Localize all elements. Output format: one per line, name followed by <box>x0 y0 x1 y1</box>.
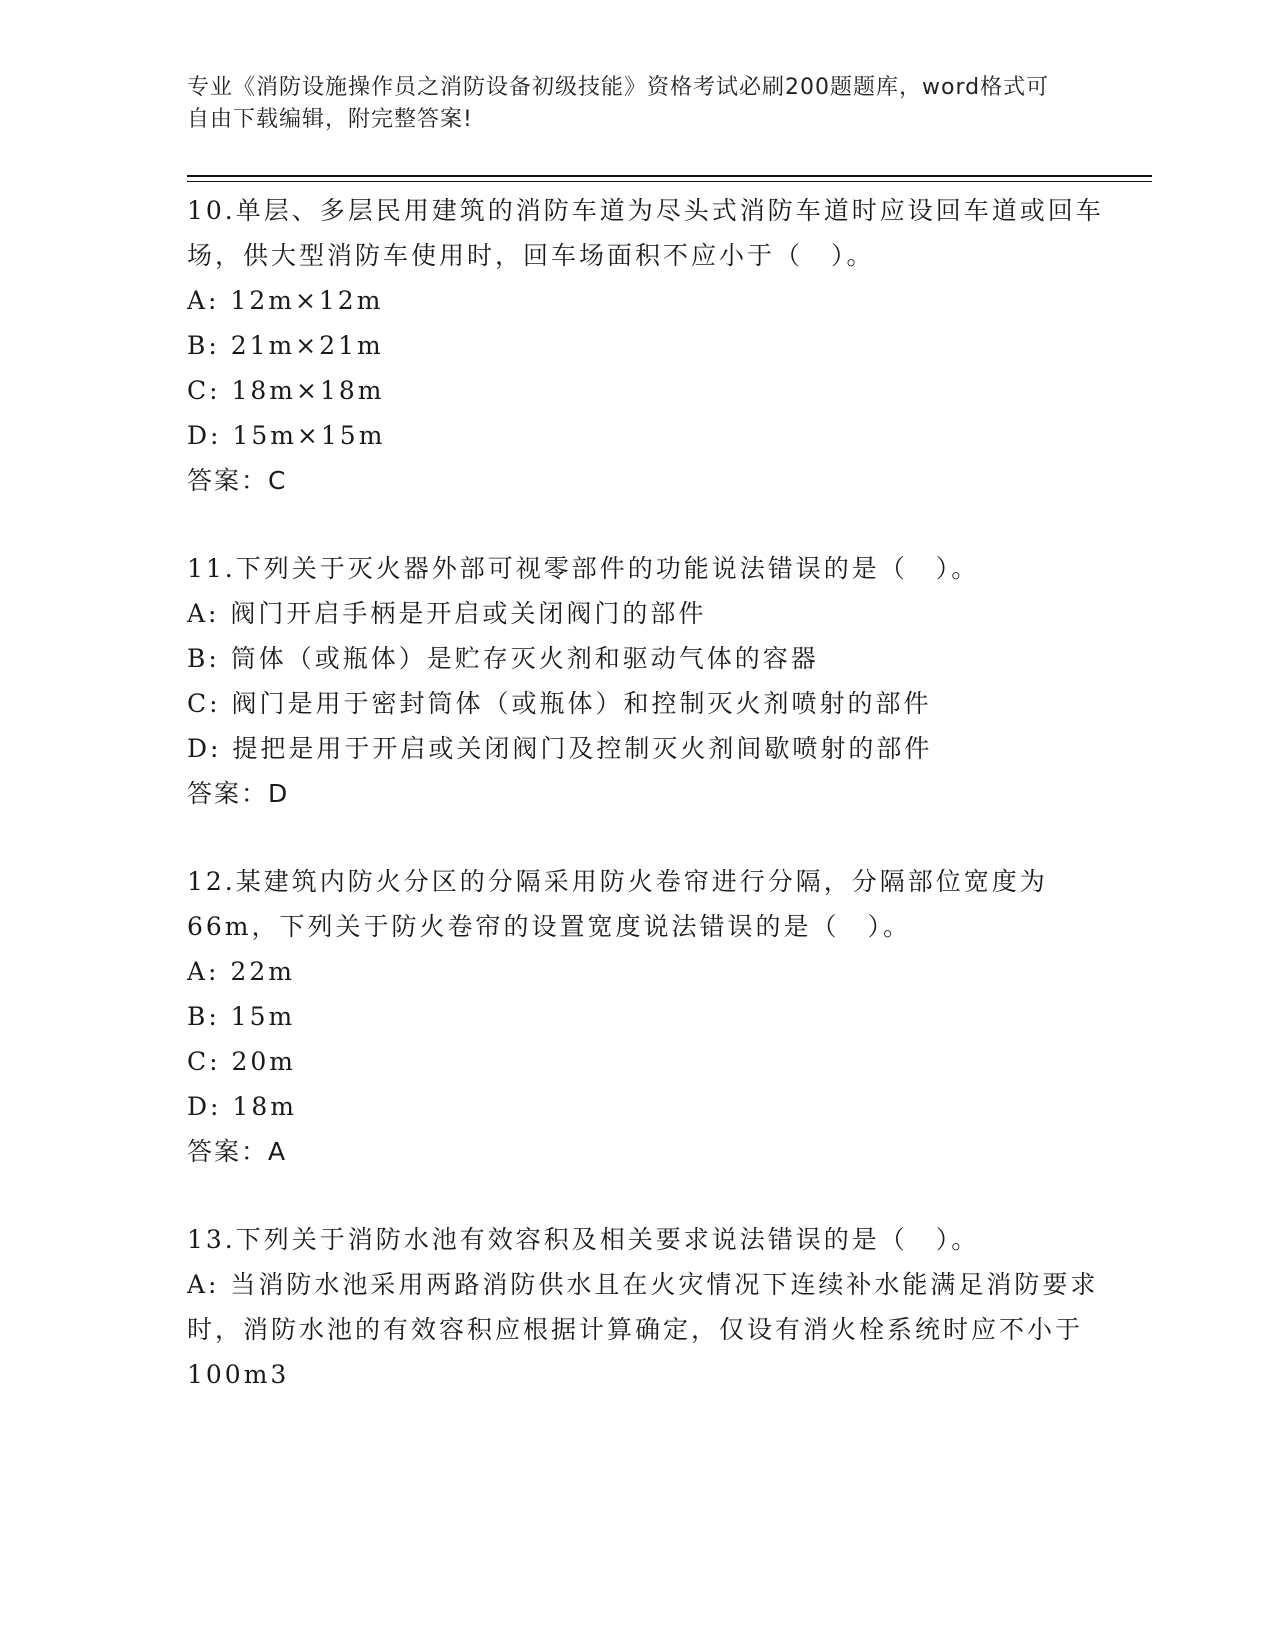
answer-label: 答案：A <box>187 1137 288 1166</box>
option-b: B: 筒体（或瓶体）是贮存灭火剂和驱动气体的容器 <box>187 644 819 673</box>
question-stem: 12.某建筑内防火分区的分隔采用防火卷帘进行分隔，分隔部位宽度为66m，下列关于防火卷帘的设置宽度说法错误的是（ ）。 <box>187 867 1048 941</box>
answer-label: 答案：D <box>187 779 290 808</box>
option-d: D: 18m <box>187 1092 297 1121</box>
question-13 <box>187 1217 1117 1397</box>
option-c: C: 阀门是用于密封筒体（或瓶体）和控制灭火剂喷射的部件 <box>187 689 932 718</box>
document-header: 专业《消防设施操作员之消防设备初级技能》资格考试必刷200题题库，word格式可自由下载编辑，附完整答案! <box>187 75 1050 132</box>
option-d: D: 提把是用于开启或关闭阀门及控制灭火剂间歇喷射的部件 <box>187 734 933 763</box>
option-a: A: 当消防水池采用两路消防供水且在火灾情况下连续补水能满足消防要求时，消防水池的有效容积应根据计算确定，仅设有消火栓系统时应不小于100m3 <box>187 1270 1099 1389</box>
question-11 <box>187 546 1117 816</box>
option-c: C: 18m×18m <box>187 376 385 405</box>
question-12 <box>187 859 1117 1174</box>
header-divider-thin <box>187 181 1152 182</box>
question-stem: 13.下列关于消防水池有效容积及相关要求说法错误的是（ ）。 <box>187 1225 980 1254</box>
question-10 <box>187 188 1117 503</box>
option-c: C: 20m <box>187 1047 297 1076</box>
option-a: A: 22m <box>187 957 295 986</box>
answer-label: 答案：C <box>187 466 288 495</box>
question-stem: 10.单层、多层民用建筑的消防车道为尽头式消防车道时应设回车道或回车场，供大型消防车使用时，回车场面积不应小于（ ）。 <box>187 196 1104 270</box>
option-a: A: 阀门开启手柄是开启或关闭阀门的部件 <box>187 599 707 628</box>
option-b: B: 15m <box>187 1002 296 1031</box>
header-divider <box>187 175 1152 177</box>
option-d: D: 15m×15m <box>187 421 386 450</box>
option-a: A: 12m×12m <box>187 286 384 315</box>
question-list <box>187 188 1117 1440</box>
option-b: B: 21m×21m <box>187 331 384 360</box>
question-stem: 11.下列关于灭火器外部可视零部件的功能说法错误的是（ ）。 <box>187 554 980 583</box>
